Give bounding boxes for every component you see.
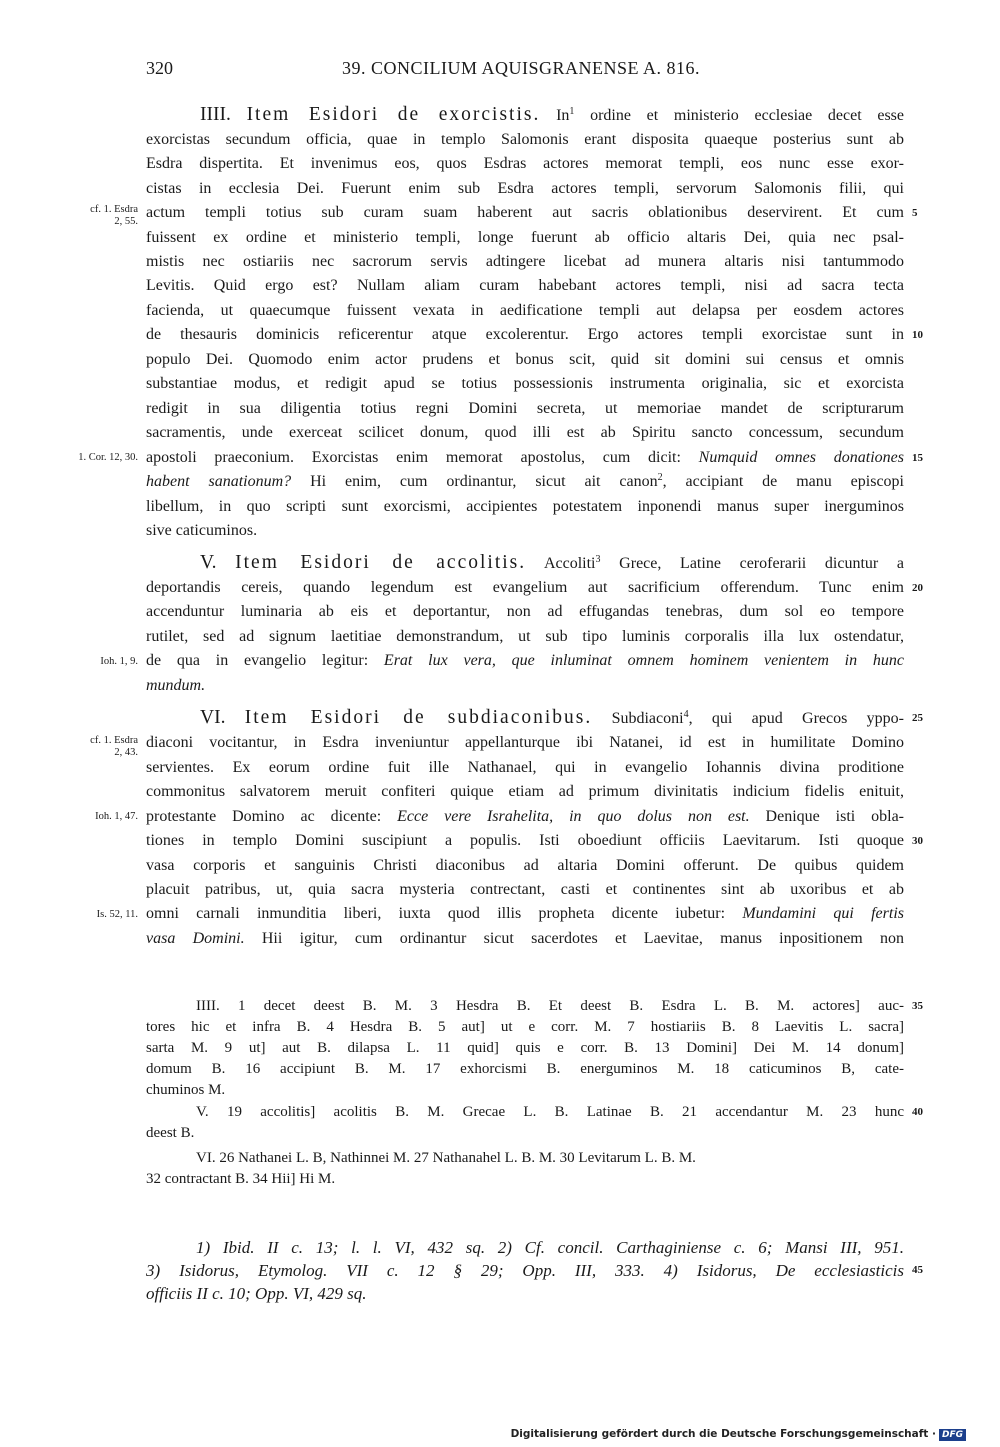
text-run: ordine et ministerio ecclesiae decet esse xyxy=(574,107,905,124)
quotation: Erat lux vera, que inluminat omnem hominem venientem in hunc xyxy=(368,652,905,669)
page-number: 320 xyxy=(146,58,173,78)
text-run: Grece, Latine ceroferarii dicuntur a xyxy=(600,555,905,572)
section-heading-line xyxy=(200,103,904,128)
quotation: habent sanationum? xyxy=(146,473,292,490)
section-heading-title: Item Esidori de accolitis. xyxy=(235,552,527,573)
margin-reference: 1. Cor. 12, 30. xyxy=(78,452,138,463)
text-line: diaconi vocitantur, in Esdra inveniuntur appellanturque ibi Natanei, id est in humilitate Domino xyxy=(146,734,904,751)
text-run: protestante Domino ac dicente: xyxy=(146,808,382,825)
text-line: cistas in ecclesia Dei. Fuerunt enim sub Esdra actores templi, servorum Salomonis filii, qui xyxy=(146,180,904,197)
quotation: Numquid omnes donationes xyxy=(680,449,904,466)
text-line: facienda, ut quaecumque fuissent vexata in aedificatione templi aut delapsa per eosdem actores xyxy=(146,302,904,319)
text-line xyxy=(146,674,904,698)
text-line: commonitus salvatorem meruit confiteri quique etiam ad primum divinitatis indicium fidelis enituit, xyxy=(146,783,904,800)
margin-reference xyxy=(50,204,138,228)
text-line: accenduntur luminaria ab eis et deportantur, non ad effugandas tenebras, dum sol eo tempore xyxy=(146,603,904,620)
text-line: Levitis. Quid ergo est? Nullam aliam curam habebant actores templi, nisi ad sacra tecta xyxy=(146,277,904,294)
text-run: Hii igitur, cum ordinantur sicut sacerdotes et Laevitae, manus inpositionem non xyxy=(244,930,905,947)
section-heading-line xyxy=(200,706,904,731)
footnote-line: 1) Ibid. II c. 13; l. l. VI, 432 sq. 2) Cf. concil. Carthaginiense c. 6; Mansi III, 951. xyxy=(196,1238,904,1257)
quotation: vasa Domini. xyxy=(146,930,245,947)
text-line xyxy=(146,446,904,470)
text-line: de thesauris dominicis reficerentur atque excolerentur. Ergo actores templi exorcistae sunt in xyxy=(146,326,904,343)
text-line: substantiae modus, et redigit apud se totius possessionis instrumenta originalia, sic et exorcista xyxy=(146,375,904,392)
apparatus-line: chuminos M. xyxy=(146,1082,226,1098)
text-line: populo Dei. Quomodo enim actor prudens et bonus scit, quid sit domini sui census et omnis xyxy=(146,351,904,368)
text-line: placuit patribus, ut, quia sacra mysteria contrectant, casti et continentes sint ab uxoribus et ab xyxy=(146,881,904,898)
apparatus-line: domum B. 16 accipiunt B. M. 17 exhorcismi B. energuminos M. 18 caticuminos B, cate- xyxy=(146,1061,904,1077)
text-line xyxy=(146,805,904,829)
apparatus-line: V. 19 accolitis] acolitis B. M. Grecae L. B. Latinae B. 21 accendantur M. 23 hunc xyxy=(196,1104,904,1120)
footnote-marker: 3 xyxy=(595,554,601,565)
apparatus-line: VI. 26 Nathanei L. B, Nathinnei M. 27 Nathanahel L. B. M. 30 Levitarum L. B. M. xyxy=(196,1150,696,1166)
running-title: 39. CONCILIUM AQUISGRANENSE A. 816. xyxy=(342,58,701,78)
text-line: sacramentis, unde exerceat scilicet donum, quod illi est ab Spiritu sancto concessum, secundum xyxy=(146,424,904,441)
line-number: 25 xyxy=(912,712,923,724)
footnote-marker: 2 xyxy=(657,472,663,483)
text-run: omni carnali inmunditia liberi, iuxta quod illis propheta dicente iubetur: xyxy=(146,905,726,922)
line-number: 15 xyxy=(912,452,923,464)
text-line: vasa corporis et sanguinis Christi diaconibus ad altaria Domini offerunt. De quibus quidem xyxy=(146,857,904,874)
text-line: sive caticuminos. xyxy=(146,522,258,539)
line-number: 45 xyxy=(912,1264,923,1276)
text-line: fuissent ex ordine et ministerio templi, longe fuerunt ab officio altaris Dei, quia nec psal- xyxy=(146,229,904,246)
credit-text: Digitalisierung gefördert durch die Deutsche Forschungsgemeinschaft · xyxy=(510,1428,936,1440)
line-number: 30 xyxy=(912,835,923,847)
apparatus-line: IIII. 1 decet deest B. M. 3 Hesdra B. Et deest B. Esdra L. B. M. actores] auc- xyxy=(196,998,904,1014)
margin-reference-line: 2, 43. xyxy=(114,747,138,758)
apparatus-line: 32 contractant B. 34 Hii] Hi M. xyxy=(146,1171,336,1187)
text-run: apostoli praeconium. Exorcistas enim memorat apostolus, cum dicit: xyxy=(146,449,681,466)
text-run: , accipiant de manu episcopi xyxy=(662,473,905,490)
line-number: 40 xyxy=(912,1106,923,1118)
text-line xyxy=(146,927,904,951)
text-line: mistis nec ostiariis nec sacrorum servis adtingere licebat ad munera altaris nisi tantummodo xyxy=(146,253,904,270)
text-run: , qui apud Grecos yppo- xyxy=(688,710,904,727)
text-line: tiones in templo Domini suscipiunt a populis. Isti oboediunt officiis Laevitarum. Isti quoque xyxy=(146,832,904,849)
footnote-marker: 4 xyxy=(683,709,689,720)
margin-reference: Ioh. 1, 47. xyxy=(95,811,138,822)
margin-reference: Ioh. 1, 9. xyxy=(100,656,138,667)
line-number: 10 xyxy=(912,329,923,341)
margin-reference xyxy=(50,735,138,759)
dfg-logo: DFG xyxy=(939,1429,966,1441)
text-line: rutilet, sed ad signum laetitiae demonstrandum, ut sub tipo luminis corporalis illa lux ostendatur, xyxy=(146,628,904,645)
footnote-marker: 1 xyxy=(569,106,575,117)
digitization-credit xyxy=(511,1428,966,1441)
text-line xyxy=(146,470,904,494)
line-number: 5 xyxy=(912,207,918,219)
section-heading-title: Item Esidori de exorcistis. xyxy=(246,104,541,125)
line-number: 35 xyxy=(912,1000,923,1012)
text-line xyxy=(146,649,904,673)
footnote-line: officiis II c. 10; Opp. VI, 429 sq. xyxy=(146,1284,367,1303)
page-header xyxy=(146,58,906,88)
margin-reference: Is. 52, 11. xyxy=(96,909,138,920)
quotation: Ecce vere Israhelita, in quo dolus non est. xyxy=(381,808,750,825)
apparatus-line: tores hic et infra B. 4 Hesdra B. 5 aut] ut e corr. M. 7 hostiariis B. 8 Laevitis L. sacra] xyxy=(146,1019,904,1035)
text-run: Hi enim, cum ordinantur, sicut ait canon xyxy=(291,473,658,490)
quotation: Mundamini qui fertis xyxy=(725,905,905,922)
footnote-line: 3) Isidorus, Etymolog. VII c. 12 § 29; Opp. III, 333. 4) Isidorus, De ecclesiasticis xyxy=(146,1261,904,1280)
text-line: deportandis cereis, quando legendum est evangelium aut sacrificium offerendum. Tunc enim xyxy=(146,579,904,596)
margin-reference-line: cf. 1. Esdra xyxy=(90,735,138,746)
text-run: de qua in evangelio legitur: xyxy=(146,652,369,669)
text-line xyxy=(146,902,904,926)
section-heading-title: Item Esidori de subdiaconibus. xyxy=(244,707,593,728)
margin-reference-line: 2, 55. xyxy=(114,216,138,227)
text-run: Subdiaconi xyxy=(611,710,684,727)
apparatus-line: sarta M. 9 ut] aut B. dilapsa L. 11 quid] quis e corr. B. 13 Domini] Dei M. 14 donum] xyxy=(146,1040,904,1056)
section-heading-line xyxy=(200,551,904,576)
text-line: servientes. Ex eorum ordine fuit ille Nathanael, qui in evangelio Iohannis divina proditione xyxy=(146,759,904,776)
text-line: Esdra dispertita. Et invenimus eos, quos Esdras actores memorat templi, eos nunc esse exor- xyxy=(146,155,904,172)
section-heading-number: VI. xyxy=(200,707,226,728)
text-line: redigit in sua diligentia totius regni Domini secreta, ut memoriae mandet de scripturarum xyxy=(146,400,904,417)
quotation: mundum. xyxy=(146,677,206,694)
text-line: actum templi totius sub curam suam haberent aut sacris oblationibus deservirent. Et cum xyxy=(146,204,904,221)
text-run: Denique isti obla- xyxy=(749,808,905,825)
section-heading-number: V. xyxy=(200,552,217,573)
line-number: 20 xyxy=(912,582,923,594)
text-run: In xyxy=(556,107,570,124)
text-line: libellum, in quo scripti sunt exorcismi, accipientes potestatem inponendi manus super inerguminos xyxy=(146,498,904,515)
apparatus-line: deest B. xyxy=(146,1125,195,1141)
margin-reference-line: cf. 1. Esdra xyxy=(90,204,138,215)
text-line: exorcistas secundum officia, quae in templo Salomonis erant disposita quaeque posterius sunt ab xyxy=(146,131,904,148)
text-run: Accoliti xyxy=(543,555,596,572)
section-heading-number: IIII. xyxy=(200,104,231,125)
